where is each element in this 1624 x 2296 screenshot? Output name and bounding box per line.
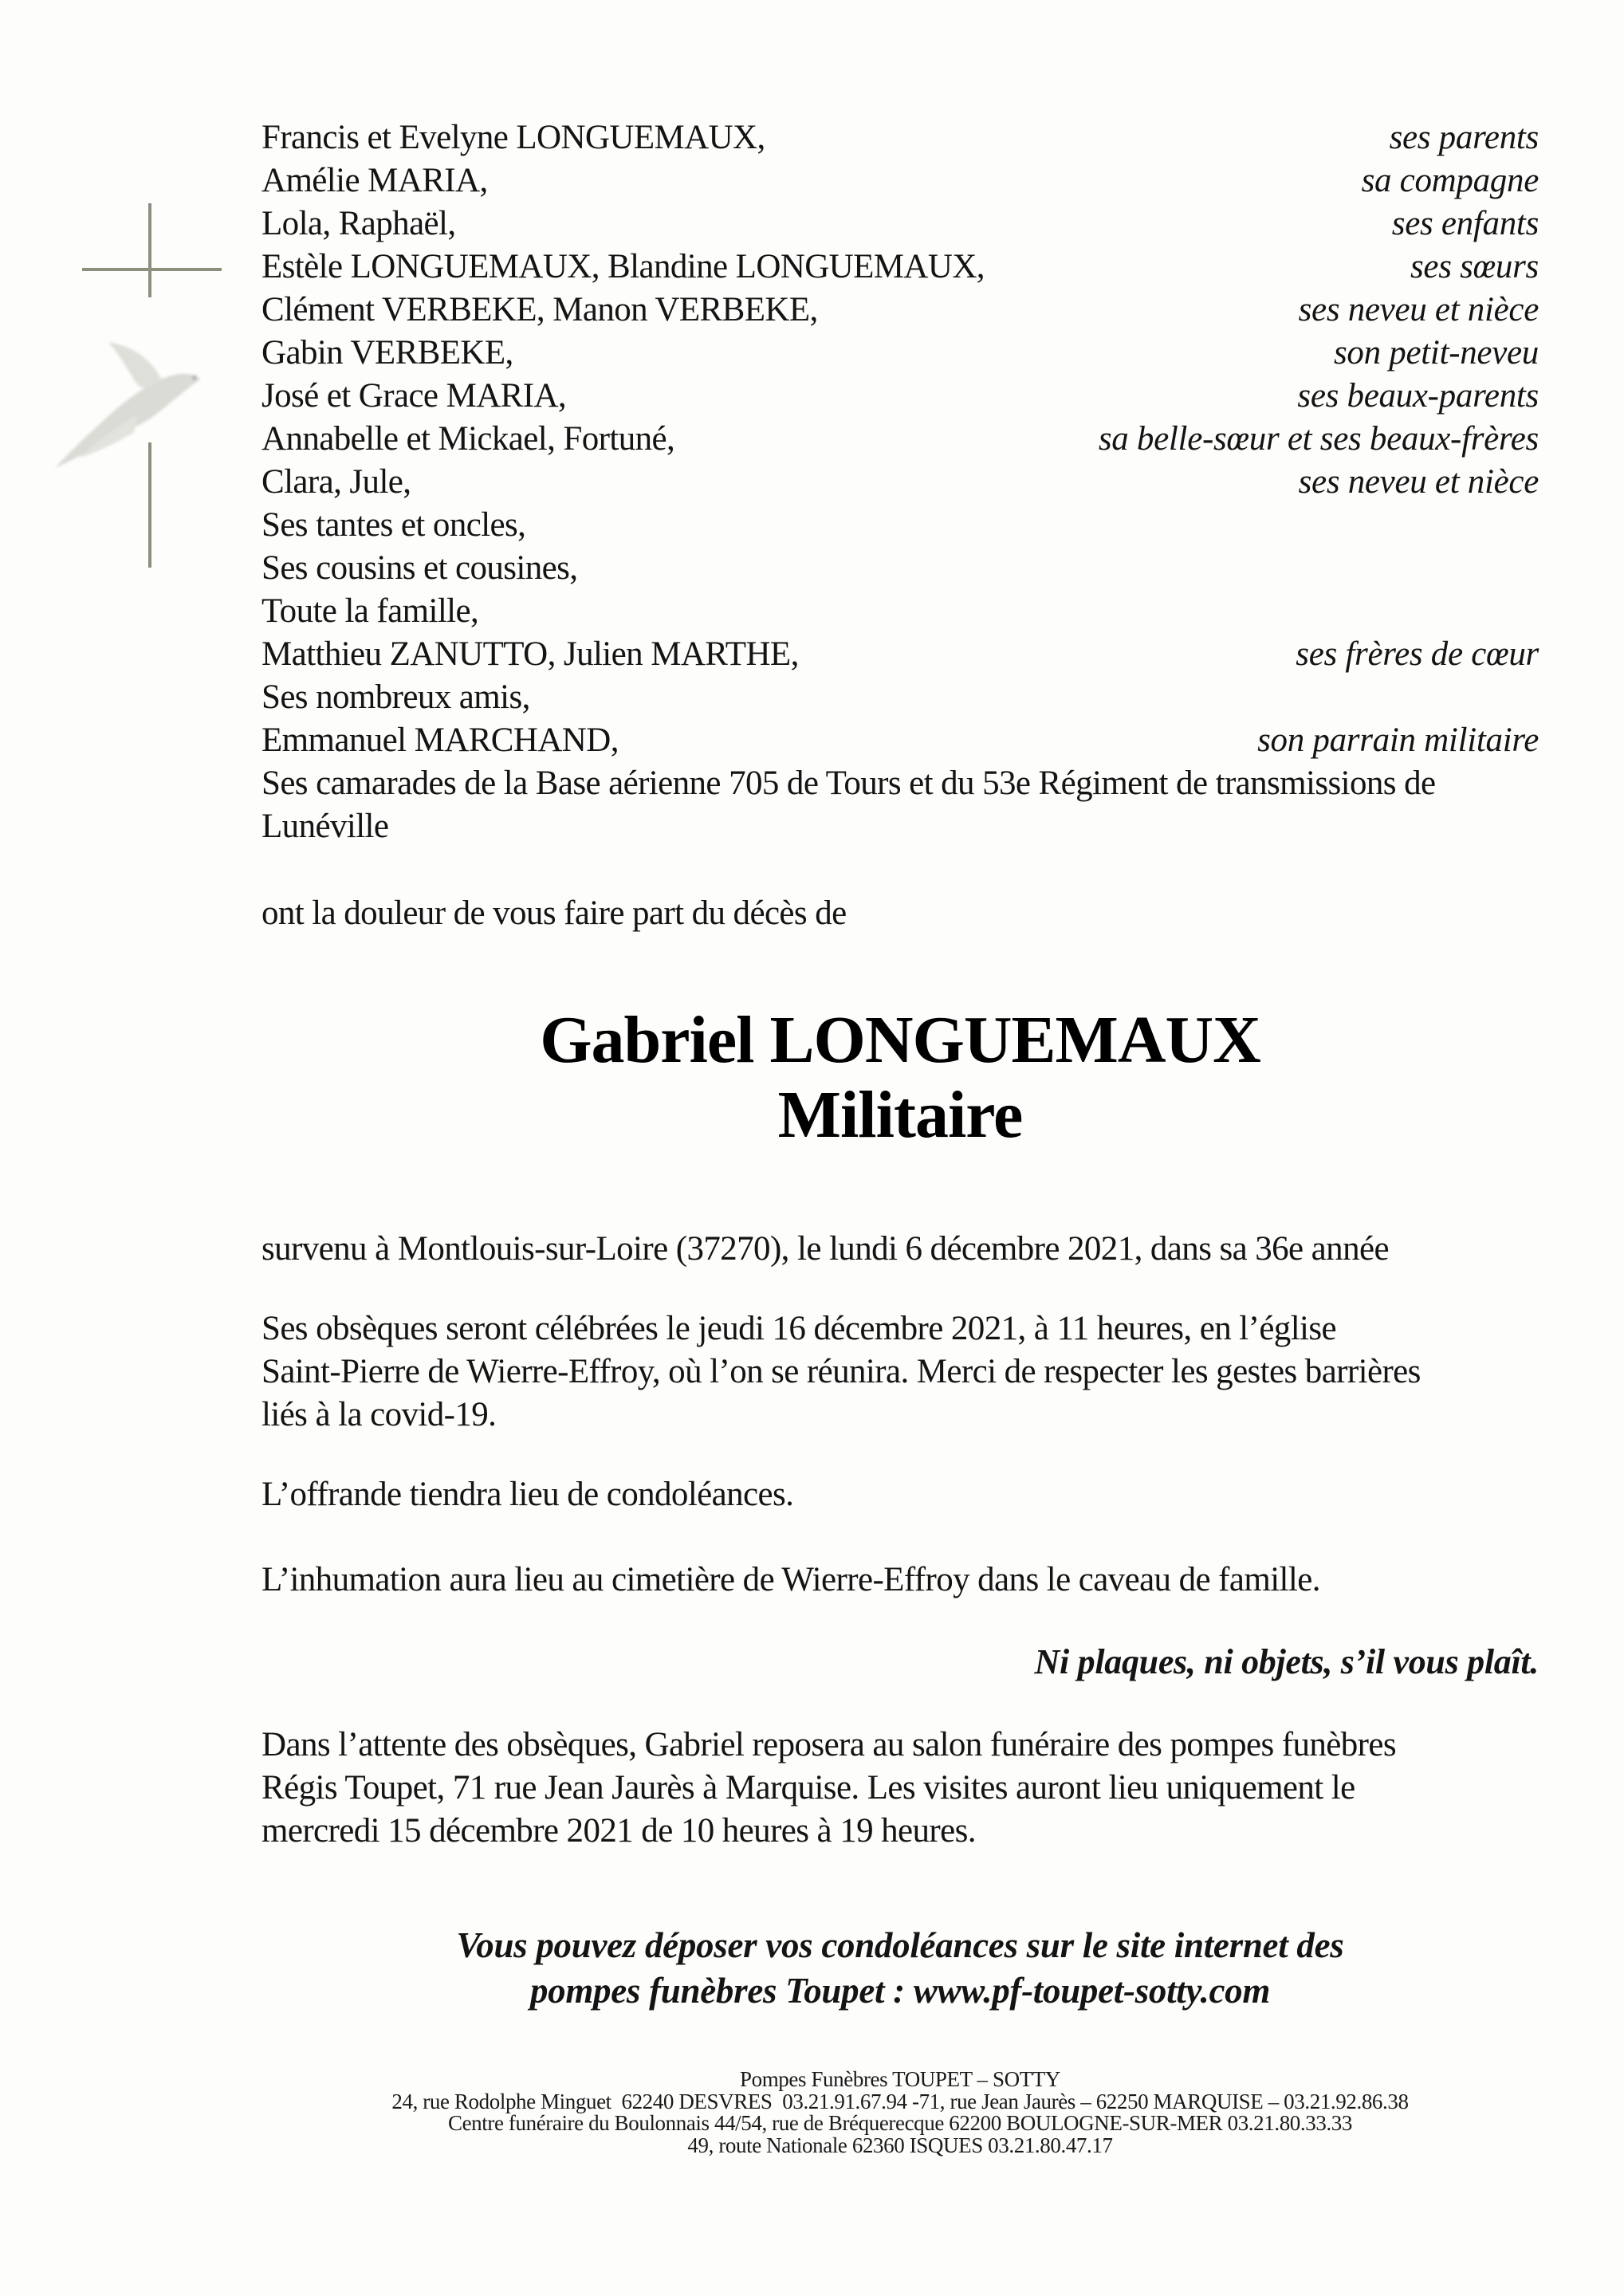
family-row [261,504,1539,547]
family-names: Clément VERBEKE, Manon VERBEKE, [261,291,818,328]
visitation-line-3: mercredi 15 décembre 2021 de 10 heures à 19 heures. [261,1812,976,1850]
relation-label: son petit-neveu [1334,334,1539,372]
relation-label: ses enfants [1391,205,1539,242]
family-row [261,676,1539,719]
family-names: Ses cousins et cousines, [261,549,578,587]
family-row [261,418,1539,461]
family-names: Lola, Raphaël, [261,205,456,242]
funeral-line-2: Saint-Pierre de Wierre-Effroy, où l’on se réunira. Merci de respecter les gestes barrières [261,1353,1421,1390]
comrades-line-2: Lunéville [261,808,389,845]
family-names: Clara, Jule, [261,463,411,501]
cross-icon [148,203,151,297]
funeral-line-3: liés à la covid-19. [261,1396,497,1433]
funeral-line-1: Ses obsèques seront célébrées le jeudi 16 décembre 2021, à 11 heures, en l’église [261,1310,1337,1347]
family-row [261,202,1539,246]
deceased-title-block [261,1003,1539,1153]
deceased-occupation: Militaire [777,1078,1023,1152]
condolence-website-note-line-2: pompes funèbres Toupet : www.pf-toupet-sotty.com [529,1971,1271,2011]
burial-note: L’inhumation aura lieu au cimetière de Wierre-Effroy dans le caveau de famille. [261,1561,1320,1598]
intro-text: ont la douleur de vous faire part du décès de [261,894,847,932]
dove-icon [38,337,212,474]
relation-label: ses neveu et nièce [1298,291,1539,328]
funeral-home-address-1: 24, rue Rodolphe Minguet 62240 DESVRES 03.21.91.67.94 -71, rue Jean Jaurès – 62250 MARQUISE – 03.21.92.86.38 [391,2090,1409,2113]
relation-label: sa compagne [1361,162,1539,199]
comrades-line-1: Ses camarades de la Base aérienne 705 de Tours et du 53e Régiment de transmissions de [261,765,1436,802]
deceased-name: Gabriel LONGUEMAUX [540,1003,1260,1077]
funeral-home-name: Pompes Funèbres TOUPET – SOTTY [739,2067,1061,2091]
family-row [261,375,1539,418]
family-row [261,332,1539,375]
family-names: Estèle LONGUEMAUX, Blandine LONGUEMAUX, [261,248,985,285]
family-names: Francis et Evelyne LONGUEMAUX, [261,119,765,156]
relation-label: ses beaux-parents [1297,377,1539,415]
relation-label: ses neveu et nièce [1298,463,1539,501]
family-row [261,159,1539,202]
visitation-line-2: Régis Toupet, 71 rue Jean Jaurès à Marquise. Les visites auront lieu uniquement le [261,1769,1355,1807]
family-names: Matthieu ZANUTTO, Julien MARTHE, [261,635,799,673]
family-names: Amélie MARIA, [261,162,488,199]
offering-note: L’offrande tiendra lieu de condoléances. [261,1476,794,1513]
family-names: Ses nombreux amis, [261,678,530,716]
death-notice: survenu à Montlouis-sur-Loire (37270), le lundi 6 décembre 2021, dans sa 36e année [261,1230,1389,1268]
relation-label: sa belle-sœur et ses beaux-frères [1098,420,1539,458]
family-row [261,461,1539,504]
cross-icon [82,268,222,271]
no-plaques-note: Ni plaques, ni objets, s’il vous plaît. [1034,1642,1539,1681]
family-row [261,590,1539,633]
family-names: Gabin VERBEKE, [261,334,513,372]
relation-label: ses frères de cœur [1296,635,1539,673]
funeral-home-address-2: Centre funéraire du Boulonnais 44/54, rue de Bréquerecque 62200 BOULOGNE-SUR-MER 03.21.80.33.33 [447,2111,1353,2135]
family-names: Toute la famille, [261,592,479,630]
relation-label: ses sœurs [1410,248,1539,285]
funeral-home-address-3: 49, route Nationale 62360 ISQUES 03.21.80.47.17 [687,2133,1113,2157]
family-row [261,719,1539,762]
family-row [261,547,1539,590]
family-names: José et Grace MARIA, [261,377,567,415]
family-row [261,633,1539,676]
family-names: Emmanuel MARCHAND, [261,721,619,759]
relation-label: son parrain militaire [1257,721,1539,759]
family-row [261,289,1539,332]
family-row [261,246,1539,289]
family-names: Annabelle et Mickael, Fortuné, [261,420,675,458]
family-names: Ses tantes et oncles, [261,506,526,544]
relation-label: ses parents [1389,119,1539,156]
condolence-website-note-line-1: Vous pouvez déposer vos condoléances sur le site internet des [456,1925,1344,1965]
family-row [261,116,1539,159]
visitation-line-1: Dans l’attente des obsèques, Gabriel reposera au salon funéraire des pompes funèbres [261,1726,1397,1763]
